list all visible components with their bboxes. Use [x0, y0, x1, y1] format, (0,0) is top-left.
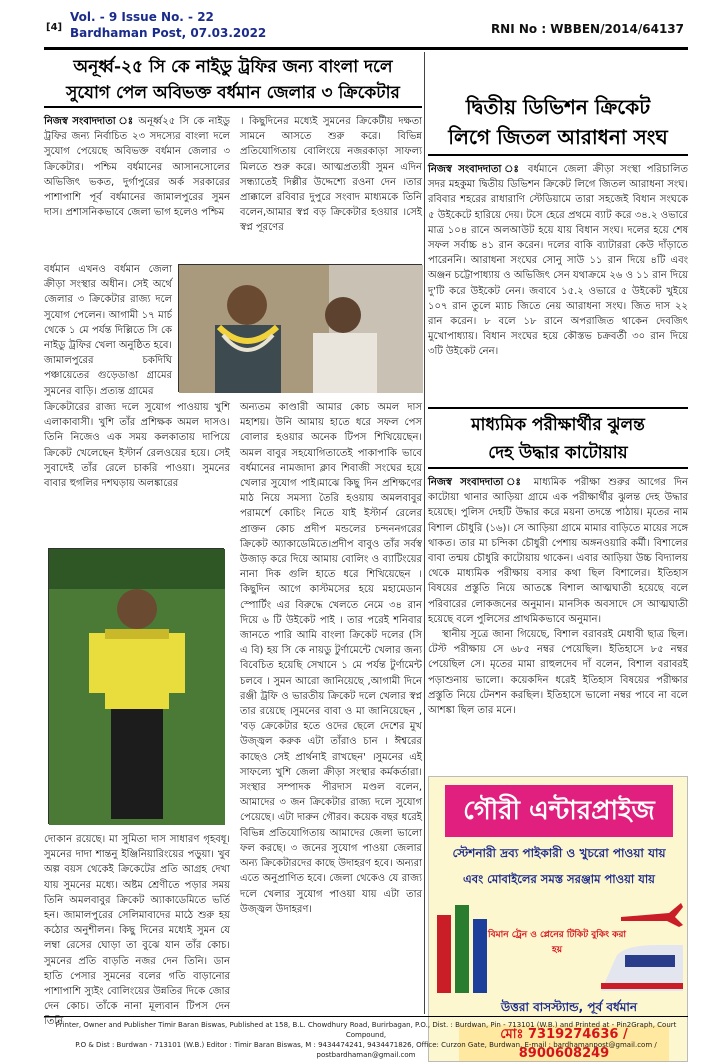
story1-para-top-left: [44, 114, 230, 220]
story2-headline-line2: লিগে জিতল আরাধনা সংঘ: [448, 125, 668, 149]
photo-player-in-jersey-image: [49, 549, 225, 825]
story-cricket-team: [44, 52, 422, 1028]
story1-para-bottom-left: দোকান রয়েছে। মা সুমিতা দাস সাধারণ গৃহবধূ। সুমনের দাদা শান্তনু ইঞ্জিনিয়ারিংয়ের পড়ুয়া। খুব অল্প বয়স থেকেই ক্রিকেটের প্রতি আগ্রহ দেখা যায় সুমনের মধ্যে। অষ্টম শ্রেণীতে পড়ার সময় তিনি অমলবাবুর ক্রিকেট অ্যাকাডেমিতে ভর্তি হন। জামালপুরের সেলিমাবাদের মাঠে শুরু হয় কঠোর অনুশীলন। কিছু দিনের মধ্যেই সুমন যে লম্বা রেসের ঘোড়া তা বুঝে যান তাঁর কোচ। সুমনের প্রতি বাড়তি নজর দেন তিনি। ডান হাতি পেসার সুমনের বলের গতি বাড়ানোর পাশাপাশি স্যুইং বোলিংয়ের উন্নতির দিকে জোর দেন কোচ। তাঁকে নানা মূল্যবান টিপস দেন তিনি: [44, 834, 230, 1028]
page-number: [4]: [46, 22, 63, 33]
story3-headline: [428, 407, 688, 469]
publication-date: Bardhaman Post, 07.03.2022: [70, 26, 267, 40]
right-column: [428, 52, 688, 1061]
ad-title: গৌরী এন্টারপ্রাইজ: [445, 785, 673, 837]
footer-line2: P.O & Dist : Burdwan - 713101 (W.B.) Editor : Timir Baran Biswas, M : 9434474241, 9434471826, Office: Curzon Gate, Burdwan, E-mail : bardhamanpost@gmail.com / postbardhaman@gmail.com: [75, 1041, 657, 1059]
story2-dateline: নিজস্ব সংবাদদাতা ঃ: [428, 164, 522, 175]
story2-body: [428, 162, 688, 360]
ad-line-mobile: এবং মোবাইলের সমস্ত সরঞ্জাম পাওয়া যায়: [463, 872, 655, 886]
story3-headline-line1: মাধ্যমিক পরীক্ষার্থীর ঝুলন্ত: [471, 415, 645, 435]
story3-body: [428, 475, 688, 718]
story1-para-right-col: অন্যতম কাণ্ডারী আমার কোচ অমল দাস মহাশয়। উনি আমায় হাতে ধরে সফল পেস বোলার হওয়ার অনেক টিপস শিখিয়েছেন। অমল বাবুর সহযোগিতাতেই পাকাপাকি ভাবে বর্ধমানের নামজাদা ক্লাব শিবাজী সংঘের হয়ে খেলার সুযোগ পাই।মাঝে কিছু দিন প্রশিক্ষণের মাঠ নিয়ে সমস্যা তৈরি হওয়ায় অমলবাবুর পরামর্শে কোচিং নিতে যাই ইস্টার্ন রেলের প্রাক্তন কোচ প্রদীপ মন্ডলের চন্দননগরের ক্রিকেট অ্যাকাডেমিতে।প্রদীপ বাবুও তাঁর সর্বস্ব উজাড় করে দিয়ে আমায় বোলিং ও ব্যাটিংয়ের নানা দিক গুলি হাতে ধরে শিখিয়েছেন । কিছুদিন আগে কাস্টমসের হয়ে মহামেডান স্পোর্টিং এর বিরুদ্ধে খেলতে নেমে ৩৪ রান দিয়ে ৬ টি উইকেট পাই । তার পরেই শনিবার জানতে পারি আমি বাংলা ক্রিকেট দলের (সি এ বি) হয় সি কে নায়ডু টুর্ণামেন্টে খেলার জন্য বিবেচিত হয়েছি সেখানে ১ মে পর্যন্ত টুর্ণামেন্ট চলবে । সুমন আরো জানিয়েছে ,আগামী দিনে রঞ্জী ট্রফি ও ভারতীয় ক্রিকেট দলে খেলার স্বপ্ন তার রয়েছে ।সুমনের বাবা ও মা জানিয়েছেন , 'বড় ক্রেকেটার হতে ওদের ছেলে দেশের মুখ উজ্জ্বল করুক এটা তাঁরাও চান । ঈশ্বরের কাছেও সেই প্রার্থনাই রাখছেন' ।সুমনের এই সাফল্যে খুশি জেলা ক্রীড়া সংস্থার কর্মকর্তারা। সংস্থার সম্পাদক পীরদাস মণ্ডল বলেন, আমাদের ৩ জন ক্রিকেটার রাজ্য দলে সুযোগ পেয়েছে। এটা দারুন গৌরব। কয়েক বছর ধরেই বিভিন্ন প্রতিযোগিতায় আমাদের জেলা ভালো ফল করছে। ৩ জনের সুযোগ পাওয়া জেলার অন্য ক্রিকেটারদের কাছে উদাহরণ হবে। অন্যরা এতে অনুপ্রাণিত হবে। জেলা থেকেও যে রাজ্য দলে খেলার সুযোগ পাওয়া যায় এটা তার উজ্জ্বল উদাহরণ।: [240, 402, 422, 915]
ad-line-ticket-booking: বিমান ট্রেন ও প্লেনের টিকিট বুকিং করা হয়: [488, 930, 626, 955]
story1-para-top-right: । কিছুদিনের মধ্যেই সুমনের ক্রিকেটীয় দক্ষতা সামনে আসতে শুরু করে। বিভিন্ন প্রতিযোগিতায় বোলিংয়ে নজরকাড়া সাফল্য মিলতে শুরু করে। আত্মপ্রত্যয়ী সুমন এদিন সন্ধ্যাতেই দিল্লীর উদ্দেশ্যে রওনা দেন ।তার প্রাক্কালে রবিবার দুপুরে সংবাদ মাধ্যমকে তিনি বলেন,আমার স্বপ্ন বড় ক্রিকেটার হওয়ার ।সেই স্বপ্ন পূরণের: [240, 116, 422, 234]
ad-airplane-icon: [619, 895, 685, 935]
story3-body2: স্থানীয় সূত্রে জানা গিয়েছে, বিশাল বরাবরই মেধাবী ছাত্র ছিল। টেস্ট পরীক্ষায় সে ৬৮৫ নম্বর পেয়েছিল। ইতিহাসে ৮৫ নম্বর পেয়েছিল সে। মৃতের মামা রাহুলদেব দাঁ বলেন, বিশাল বরাবরই পড়াশুনায় ভালো। কয়েকদিন ধরেই ইতিহাস বিষয়ের পরীক্ষার প্রস্তুতি নিয়ে টেনশন করছিল। ইতিহাসে ভালো নম্বর পাবে না বলে আশঙ্কা ছিল তার মনে।: [428, 629, 688, 717]
footer-line1: Printer, Owner and Publisher Timir Baran Biswas, Published at 158, B.L. Chowdhury Road, Burirbagan, P.O., Dist. : Burdwan, Pin - 713101 (W.B.) and Printed at - Pin2Graph, Court Compound,: [55, 1021, 677, 1039]
story1-headline-line1: অনূর্ধ্ব-২৫ সি কে নাইডু ট্রফির জন্য বাংলা দলে: [73, 57, 393, 77]
ad-address: উত্তরা বাসস্ট্যান্ড, পূর্ব বর্ধমান: [500, 1000, 638, 1014]
story2-headline: [428, 92, 688, 156]
masthead-rule: [44, 47, 688, 50]
photo-player-with-coach-image: [179, 265, 423, 393]
story3-body1: মাধ্যমিক পরীক্ষা শুরুর আগের দিন কাটোয়া থানার আড়িয়া গ্রামে এক পরীক্ষার্থীর ঝুলন্ত দেহ উদ্ধার হয়েছে। পুলিস দেহটি উদ্ধার করে ময়না তদন্তে পাঠায়। মৃতের নাম বিশাল চৌধুরি (১৬)। সে আড়িয়া গ্রামে মামার বাড়িতে মায়ের সঙ্গে থাকত। তার মা চন্দিকা চৌধুরী পেশায় অঙ্গনওয়ারি কর্মী। বিশালের বাবা তন্ময় চৌধুরি কাটোয়ায় থাকেন। এবার আড়িয়া উচ্চ বিদ্যালয় থেকে মাধ্যমিক পরীক্ষায় বসার কথা ছিল বিশালের। ইতিহাস বিষয়ের প্রস্তুতি নিয়ে আতঙ্কে বিশাল আত্মঘাতী হয়েছে বলে পরিবারের লোকজনের অনুমান। মানসিক অবসাদে সে আত্মঘাতী হয়েছে বলে পুলিসের প্রাথমিকভাবে অনুমান।: [428, 477, 688, 625]
column-divider: [424, 52, 425, 1014]
story2-body-text: বর্ধমানে জেলা ক্রীড়া সংস্থা পরিচালিত সদর মহকুমা দ্বিতীয় ডিভিশন ক্রিকেট লিগে জিতল আরাধনা সংঘ। রবিবার শহরের রাধারাণি স্টেডিয়ামে তারা সহজেই বিধান সংঘকে ৫ উইকেটে হারিয়ে দেয়। টসে হেরে প্রথমে ব্যাট করে ৩৪.২ ওভারে মাত্র ১০৪ রানে অলআউট হয়ে যায় বিধান সংঘ। দলের হয়ে শেষ সফল সর্বাচ্চ ৪১ রান করেন। দলের বাকি ব্যাটাররা কেউ দাঁড়াতে পারেননি। আরাধনা সংঘের সোনু সাউ ১১ রান দিয়ে ৪টি এবং অঞ্জন চট্টোপাধ্যায় ও অভিজিৎ সেন যথাক্রমে ২৬ ও ১১ রান দিয়ে দু'টি করে উইকেট নেন। জবাবে ১৫.২ ওভারে ৫ উইকেট খুইয়ে ১০৭ রান তুলে ম্যাচ জিতে নেয় আরাধনা সংঘ। জিত দাস ২২ রান করেন। ৮ বলে ১৮ রানে অপরাজিত থাকেন দেবজিৎ মুখোপাধ্যায়। বিধান সংঘের হয়ে কৌস্তভ চক্রবর্তী ৩০ রান দিয়ে ৩টি উইকেট নেন।: [428, 164, 688, 358]
story1-para-side: বর্ধমান এখনও বর্ধমান জেলা ক্রীড়া সংস্থার অধীন। সেই অর্থে জেলার ৩ ক্রিকেটার রাজ্য দলে সুযোগ পেলেন। আগামী ১৭ মার্চ থেকে ১ মে পর্যন্ত দিল্লিতে সি কে নাইডু ট্রফির খেলা অনুষ্ঠিত হবে। জামালপুরের চকদিঘি পঞ্চায়েতের গুড়েডাঙা গ্রামের সুমনের বাড়ি। প্রত্যন্ত গ্রামের: [44, 264, 172, 397]
ad-line-stationery: স্টেশনারী দ্রব্য পাইকারী ও খুচরো পাওয়া যায়: [452, 846, 666, 860]
story1-para-mid-left: ক্রিকেটারের রাজ্য দলে সুযোগ পাওয়ায় খুশি এলাকাবাসী। খুশি তাঁর প্রশিক্ষক অমল দাসও। তিনি নিজেও এক সময় কলকাতায় দাপিয়ে ক্রিকেট খেলেছেন ইস্টার্ন রেলওয়ের হয়ে। সেই সুবাদেই তাঁর রেলে চাকরি পাওয়া। সুমনের বাবার হুগলির দশঘড়ায় অলঙ্কারের: [44, 402, 230, 490]
story1-para-top-left-text: অনূর্ধ্ব২৫ সি কে নাইডু ট্রফির জন্য নির্বাচিত ২৩ সদস্যের বাংলা দলে সুযোগ পেয়েছে অবিভক্ত বর্ধমান জেলার ৩ ক্রিকেটার। পশ্চিম বর্ধমানের আসানসোলের অভিজিৎ ভকত, দুর্গাপুরের অর্ক সরকারের পাশাপাশি পূর্ব বর্ধমানের জামালপুরের সুমন দাস। প্রশাসনিকভাবে জেলা ভাগ হলেও পশ্চিম: [44, 116, 230, 219]
rni-number: RNI No : WBBEN/2014/64137: [490, 22, 684, 36]
masthead: [40, 8, 692, 46]
ad-phone: মোঃ 7319274636 / 8900608249: [459, 1025, 669, 1061]
photo-player-with-coach: [178, 264, 422, 392]
imprint-footer: [44, 1016, 688, 1060]
story1-headline-line2: সুযোগ পেল অবিভক্ত বর্ধমান জেলার ৩ ক্রিকেটার: [66, 83, 400, 103]
story3-headline-line2: দেহ উদ্ধার কাটোয়ায়: [488, 443, 628, 463]
photo-player-in-jersey: [48, 548, 224, 824]
story3-dateline: নিজস্ব সংবাদদাতা ঃ: [428, 477, 526, 488]
story1-headline: [44, 54, 422, 108]
volume-issue: Vol. - 9 Issue No. - 22: [70, 10, 214, 24]
story2-headline-line1: দ্বিতীয় ডিভিশন ক্রিকেট: [465, 95, 651, 119]
story1-dateline: নিজস্ব সংবাদদাতা ঃ: [44, 116, 135, 127]
ad-train-image: [597, 941, 687, 997]
ad-bottles-image: [433, 895, 493, 995]
